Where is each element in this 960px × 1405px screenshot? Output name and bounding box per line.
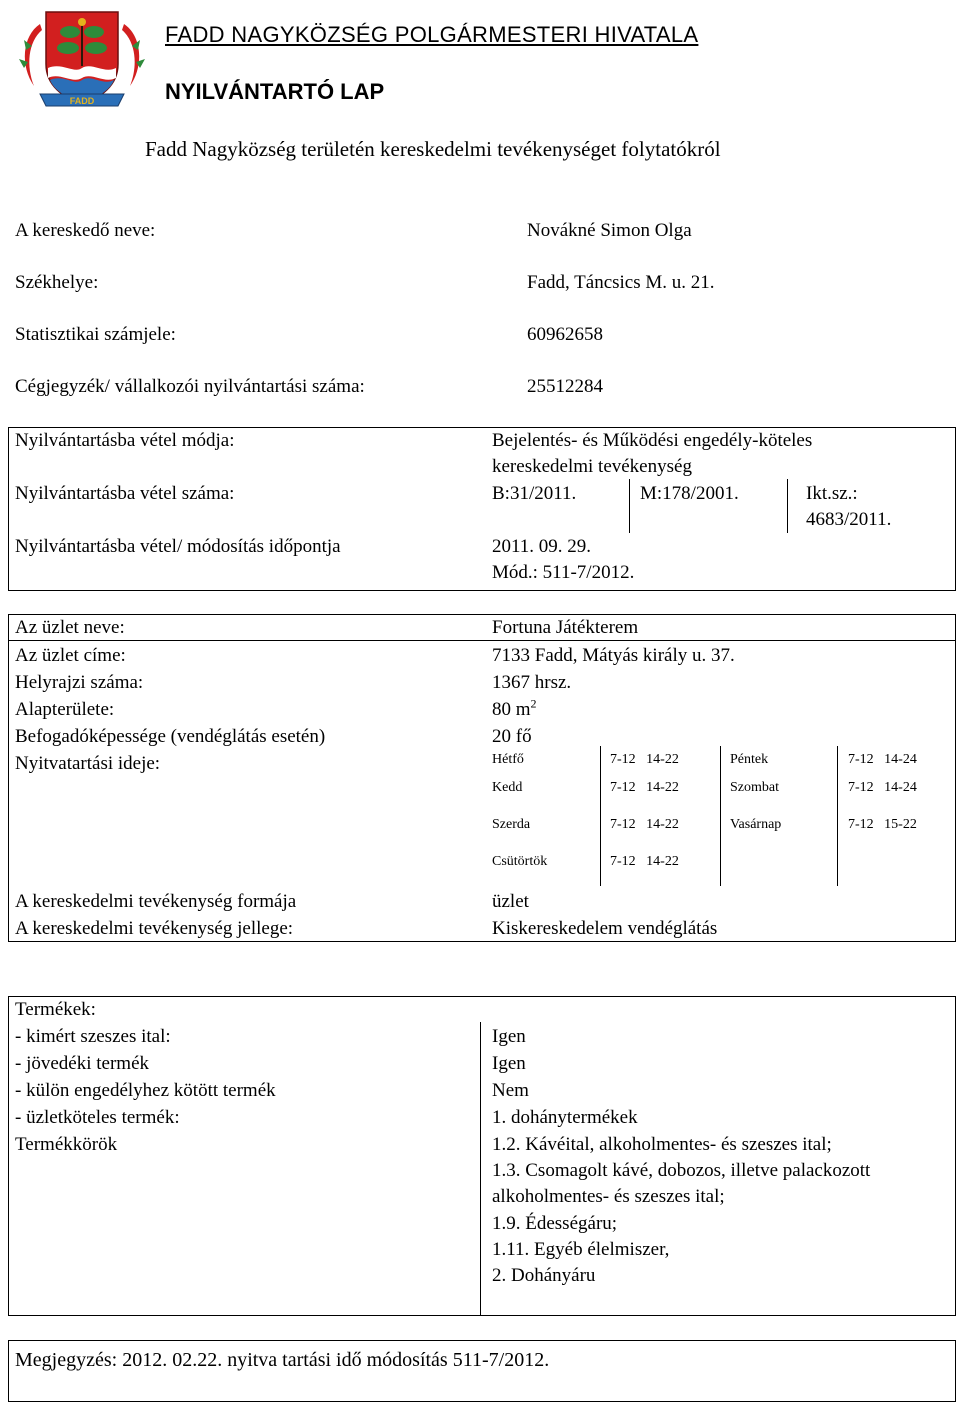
reg-divider xyxy=(787,479,788,533)
shop-name-label: Az üzlet neve: xyxy=(15,617,125,638)
hours-day: Vasárnap xyxy=(730,817,782,832)
shop-capacity-label: Befogadóképessége (vendéglátás esetén) xyxy=(15,726,326,747)
office-name: FADD NAGYKÖZSÉG POLGÁRMESTERI HIVATALA xyxy=(165,22,699,47)
hours-col-line xyxy=(837,746,838,886)
reg-divider xyxy=(629,479,630,533)
reg-date-label: Nyilvántartásba vétel/ módosítás időpontja xyxy=(15,536,341,557)
shop-address-label: Az üzlet címe: xyxy=(15,645,126,666)
area-number: 80 m xyxy=(492,699,531,720)
hours-day: Szerda xyxy=(492,817,531,832)
opening-hours-label: Nyitvatartási ideje: xyxy=(15,753,161,774)
product-group-item: 1.11. Egyéb élelmiszer, xyxy=(492,1239,670,1260)
reg-mode-value: Bejelentés- és Működési engedély-köteles xyxy=(492,430,813,451)
stat-number-value: 60962658 xyxy=(527,324,603,345)
note-text: Megjegyzés: 2012. 02.22. nyitva tartási idő módosítás 511-7/2012. xyxy=(15,1349,550,1371)
trader-name-label: A kereskedő neve: xyxy=(15,220,156,241)
shop-row-line xyxy=(8,640,956,641)
trader-name-value: Novákné Simon Olga xyxy=(527,220,692,241)
product-groups-label: Termékkörök xyxy=(15,1134,118,1155)
activity-form-value: üzlet xyxy=(492,891,529,912)
shop-area-label: Alapterülete: xyxy=(15,699,115,720)
product-label: - jövedéki termék xyxy=(15,1053,150,1074)
shop-capacity-value: 20 fő xyxy=(492,726,532,747)
hours-time: 7-12 14-22 xyxy=(610,817,679,832)
hours-day: Csütörtök xyxy=(492,854,548,869)
seat-value: Fadd, Táncsics M. u. 21. xyxy=(527,272,715,293)
registry-number-value: 25512284 xyxy=(527,376,603,397)
product-group-item: 1.3. Csomagolt kávé, dobozos, illetve palackozott xyxy=(492,1160,871,1181)
fadd-crest-logo xyxy=(12,6,152,112)
reg-number-label: Nyilvántartásba vétel száma: xyxy=(15,483,235,504)
product-group-item: 1.9. Édességáru; xyxy=(492,1213,618,1234)
product-label: - külön engedélyhez kötött termék xyxy=(15,1080,276,1101)
reg-date-value: 2011. 09. 29. xyxy=(492,536,592,557)
product-value: Nem xyxy=(492,1080,529,1101)
hours-day: Kedd xyxy=(492,780,523,795)
reg-number-ikt: 4683/2011. xyxy=(806,509,892,530)
stat-number-label: Statisztikai számjele: xyxy=(15,324,176,345)
product-group-item: 1.2. Kávéital, alkoholmentes- és szeszes ital; xyxy=(492,1134,832,1155)
product-value: Igen xyxy=(492,1053,526,1074)
shop-address-value: 7133 Fadd, Mátyás király u. 37. xyxy=(492,645,735,666)
shop-area-value xyxy=(492,696,537,721)
reg-number-m: M:178/2001. xyxy=(640,483,739,504)
hours-time: 7-12 15-22 xyxy=(848,817,917,832)
reg-number-ikt: Ikt.sz.: xyxy=(806,483,858,504)
reg-mode-label: Nyilvántartásba vétel módja: xyxy=(15,430,235,451)
shop-name-value: Fortuna Játékterem xyxy=(492,617,639,638)
product-label: - kimért szeszes ital: xyxy=(15,1026,171,1047)
product-label: - üzletköteles termék: xyxy=(15,1107,180,1128)
area-unit-exponent: 2 xyxy=(530,696,537,711)
shop-lot-label: Helyrajzi száma: xyxy=(15,672,144,693)
product-group-item: alkoholmentes- és szeszes ital; xyxy=(492,1186,725,1207)
hours-time: 7-12 14-24 xyxy=(848,752,917,767)
activity-form-label: A kereskedelmi tevékenység formája xyxy=(15,891,297,912)
reg-date-mod: Mód.: 511-7/2012. xyxy=(492,562,635,583)
document-title: NYILVÁNTARTÓ LAP xyxy=(165,79,385,104)
product-value: Igen xyxy=(492,1026,526,1047)
hours-time: 7-12 14-24 xyxy=(848,780,917,795)
products-col-line xyxy=(480,1022,481,1316)
product-group-item: 2. Dohányáru xyxy=(492,1265,596,1286)
shop-lot-value: 1367 hrsz. xyxy=(492,672,572,693)
hours-col-line xyxy=(600,746,601,886)
crest-banner-text: FADD xyxy=(69,96,95,106)
document-subtitle: Fadd Nagyközség területén kereskedelmi tevékenységet folytatókról xyxy=(145,137,721,161)
registry-number-label: Cégjegyzék/ vállalkozói nyilvántartási száma: xyxy=(15,376,365,397)
hours-day: Péntek xyxy=(730,752,769,767)
hours-day: Szombat xyxy=(730,780,779,795)
reg-mode-value: kereskedelmi tevékenység xyxy=(492,456,692,477)
activity-nature-value: Kiskereskedelem vendéglátás xyxy=(492,918,718,939)
activity-nature-label: A kereskedelmi tevékenység jellege: xyxy=(15,918,294,939)
hours-time: 7-12 14-22 xyxy=(610,780,679,795)
seat-label: Székhelye: xyxy=(15,272,99,293)
hours-time: 7-12 14-22 xyxy=(610,854,679,869)
products-title: Termékek: xyxy=(15,999,96,1020)
reg-number-b: B:31/2011. xyxy=(492,483,577,504)
hours-col-line xyxy=(720,746,721,886)
product-value: 1. dohánytermékek xyxy=(492,1107,638,1128)
hours-time: 7-12 14-22 xyxy=(610,752,679,767)
hours-day: Hétfő xyxy=(492,752,524,767)
